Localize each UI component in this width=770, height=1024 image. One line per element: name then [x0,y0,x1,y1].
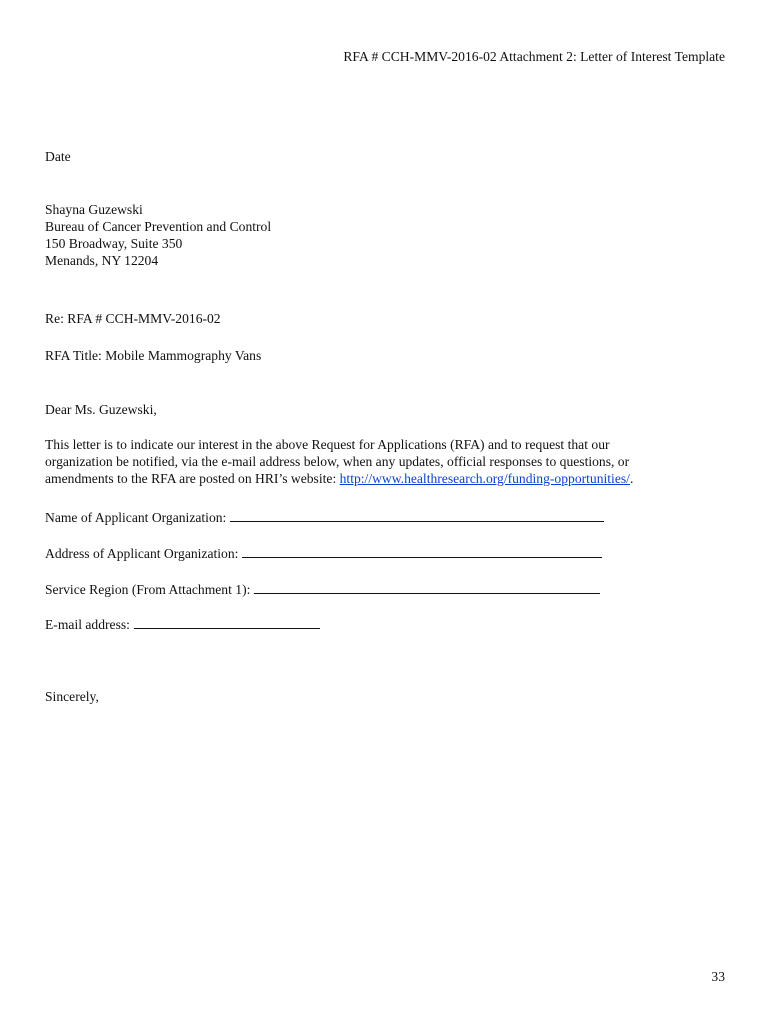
recipient-name: Shayna Guzewski [45,202,143,217]
applicant-name-label: Name of Applicant Organization: [45,510,227,525]
body-line-2: organization be notified, via the e-mail address below, when any updates, official responses to questions, or [45,454,630,469]
page-number: 33 [711,969,725,984]
re-line: Re: RFA # CCH-MMV-2016-02 [45,311,221,326]
applicant-name-field [45,508,604,526]
applicant-address-blank[interactable] [242,544,602,558]
email-field [45,615,320,633]
applicant-address-label: Address of Applicant Organization: [45,546,239,561]
body-line-3-prefix: amendments to the RFA are posted on HRI’s website: [45,471,340,486]
recipient-address [45,201,725,269]
page-header: RFA # CCH-MMV-2016-02 Attachment 2: Letter of Interest Template [343,49,725,64]
hri-website-link[interactable]: http://www.healthresearch.org/funding-opportunities/ [339,471,630,486]
body-line-3-suffix: . [629,471,634,486]
date-label: Date [45,149,71,164]
salutation: Dear Ms. Guzewski, [45,402,157,417]
service-region-blank[interactable] [254,580,600,594]
email-blank[interactable] [134,615,320,629]
applicant-name-blank[interactable] [230,508,604,522]
recipient-organization: Bureau of Cancer Prevention and Control [45,219,272,234]
letter-body [45,436,725,487]
body-line-1: This letter is to indicate our interest in the above Request for Applications (RFA) and to request that our [45,437,610,452]
closing: Sincerely, [45,689,99,704]
service-region-field [45,580,600,598]
rfa-title-line: RFA Title: Mobile Mammography Vans [45,348,262,363]
recipient-street: 150 Broadway, Suite 350 [45,236,183,251]
recipient-city-state-zip: Menands, NY 12204 [45,253,159,268]
email-label: E-mail address: [45,617,130,632]
applicant-address-field [45,544,602,562]
service-region-label: Service Region (From Attachment 1): [45,582,251,597]
body-line-3 [45,470,725,487]
